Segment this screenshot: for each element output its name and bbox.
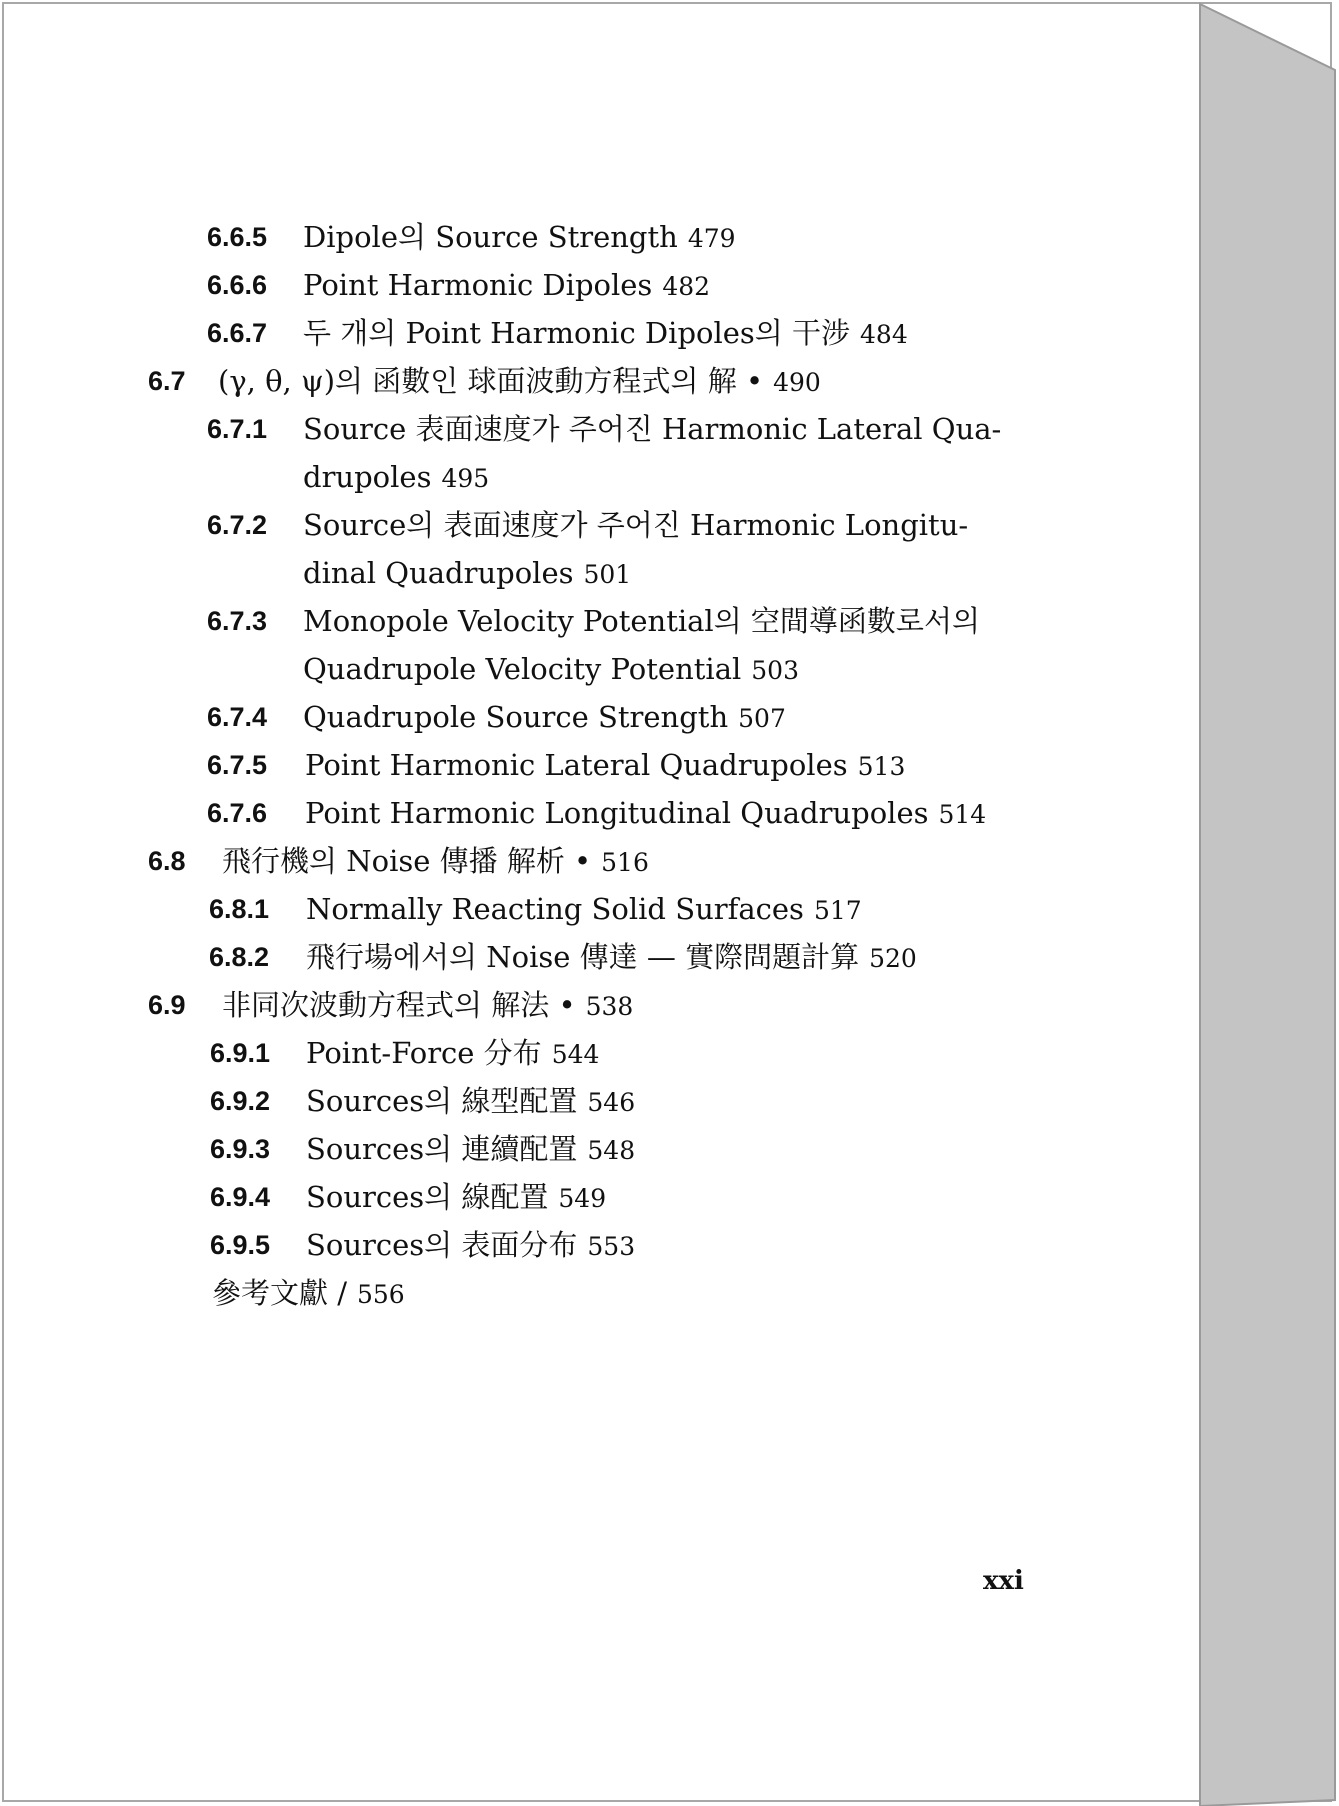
toc-entry-number: 6.9.3 bbox=[210, 1134, 271, 1164]
toc-entry-title: (γ, θ, ψ)의 函數인 球面波動方程式의 解 • bbox=[218, 364, 764, 398]
toc-entry-number: 6.9 bbox=[148, 990, 186, 1020]
toc-entry-page: 520 bbox=[869, 944, 917, 973]
toc-entry-title: Quadrupole Source Strength bbox=[303, 700, 729, 734]
toc-entry-number: 6.7.6 bbox=[207, 798, 268, 828]
toc-entry-title: Point Harmonic Lateral Quadrupoles bbox=[305, 748, 848, 782]
toc-entry-number: 6.8.1 bbox=[209, 894, 270, 924]
toc-entry-title: Normally Reacting Solid Surfaces bbox=[306, 892, 804, 926]
toc-entry-number: 6.7.5 bbox=[207, 750, 268, 780]
toc-entry-page: 538 bbox=[585, 992, 634, 1021]
toc-entry-number: 6.7.2 bbox=[207, 510, 268, 540]
toc-entry-continuation bbox=[303, 651, 799, 689]
toc-entry-title: Sources의 連續配置 bbox=[306, 1132, 578, 1166]
toc-entry-title: Sources의 線配置 bbox=[306, 1180, 549, 1214]
toc-entry-number: 6.8 bbox=[148, 846, 186, 876]
references-page: 556 bbox=[357, 1280, 405, 1309]
toc-entry-page: 517 bbox=[813, 896, 862, 925]
toc-entry-title: Point Harmonic Longitudinal Quadrupoles bbox=[305, 796, 929, 830]
toc-entry-page: 507 bbox=[738, 704, 786, 733]
toc-entry-number: 6.7.3 bbox=[207, 606, 268, 636]
toc-entry-continuation bbox=[303, 555, 631, 593]
toc-entry-page: 503 bbox=[751, 656, 799, 685]
toc-entry-title-cont: dinal Quadrupoles bbox=[303, 556, 574, 590]
toc-entry-page: 513 bbox=[857, 752, 906, 781]
toc-entry-number: 6.6.6 bbox=[207, 270, 268, 300]
toc-entry-number: 6.9.4 bbox=[210, 1182, 271, 1212]
toc-entry-title: Point Harmonic Dipoles bbox=[303, 268, 653, 302]
toc-entry-title: Sources의 線型配置 bbox=[306, 1084, 578, 1118]
toc-entry-page: 549 bbox=[558, 1184, 607, 1213]
page-folio: xxi bbox=[983, 1566, 1024, 1596]
toc-references-entry bbox=[212, 1275, 405, 1313]
toc-entry-page: 546 bbox=[587, 1088, 636, 1117]
toc-entry-title: 飛行場에서의 Noise 傳達 — 實際問題計算 bbox=[306, 940, 860, 974]
toc-entry-page: 495 bbox=[441, 464, 490, 493]
toc-entry-page: 479 bbox=[687, 224, 736, 253]
toc-entry-page: 544 bbox=[551, 1040, 600, 1069]
toc-entry-page: 548 bbox=[587, 1136, 636, 1165]
toc-entry-number: 6.6.7 bbox=[207, 318, 268, 348]
toc-entry-title: Source의 表面速度가 주어진 Harmonic Longitu- bbox=[303, 508, 969, 542]
toc-entry-continuation bbox=[303, 459, 489, 497]
toc-entry-number: 6.6.5 bbox=[207, 222, 268, 252]
toc-entry-title: Sources의 表面分布 bbox=[306, 1228, 578, 1262]
toc-entry-title: 非同次波動方程式의 解法 • bbox=[222, 988, 576, 1022]
toc-entry-number: 6.7 bbox=[148, 366, 186, 396]
toc-entry-page: 490 bbox=[773, 368, 821, 397]
toc-entry-title: Source 表面速度가 주어진 Harmonic Lateral Qua- bbox=[303, 412, 1002, 446]
toc-entry-title: Monopole Velocity Potential의 空間導函數로서의 bbox=[303, 604, 980, 638]
toc-entry-number: 6.9.1 bbox=[210, 1038, 271, 1068]
toc-entry-page: 501 bbox=[583, 560, 632, 589]
toc-entry-page: 482 bbox=[662, 272, 711, 301]
toc-entry-number: 6.9.5 bbox=[210, 1230, 271, 1260]
toc-entry-number: 6.8.2 bbox=[209, 942, 270, 972]
toc-entry-number: 6.7.1 bbox=[207, 414, 268, 444]
toc-entry-title-cont: drupoles bbox=[303, 460, 432, 494]
toc-entry-title: 두 개의 Point Harmonic Dipoles의 干涉 bbox=[303, 316, 851, 350]
toc-entry-number: 6.7.4 bbox=[207, 702, 268, 732]
toc-entry-page: 553 bbox=[587, 1232, 636, 1261]
toc-entry-page: 484 bbox=[860, 320, 908, 349]
toc-entry-title-cont: Quadrupole Velocity Potential bbox=[303, 652, 742, 686]
toc-entry-title: Dipole의 Source Strength bbox=[303, 220, 678, 254]
toc-entry-page: 516 bbox=[601, 848, 649, 877]
toc-entry-title: 飛行機의 Noise 傳播 解析 • bbox=[222, 844, 592, 878]
toc-entry-number: 6.9.2 bbox=[210, 1086, 271, 1116]
references-title: 參考文獻 / bbox=[212, 1276, 347, 1310]
toc-entry-title: Point-Force 分布 bbox=[306, 1036, 542, 1070]
toc-entry-page: 514 bbox=[938, 800, 987, 829]
